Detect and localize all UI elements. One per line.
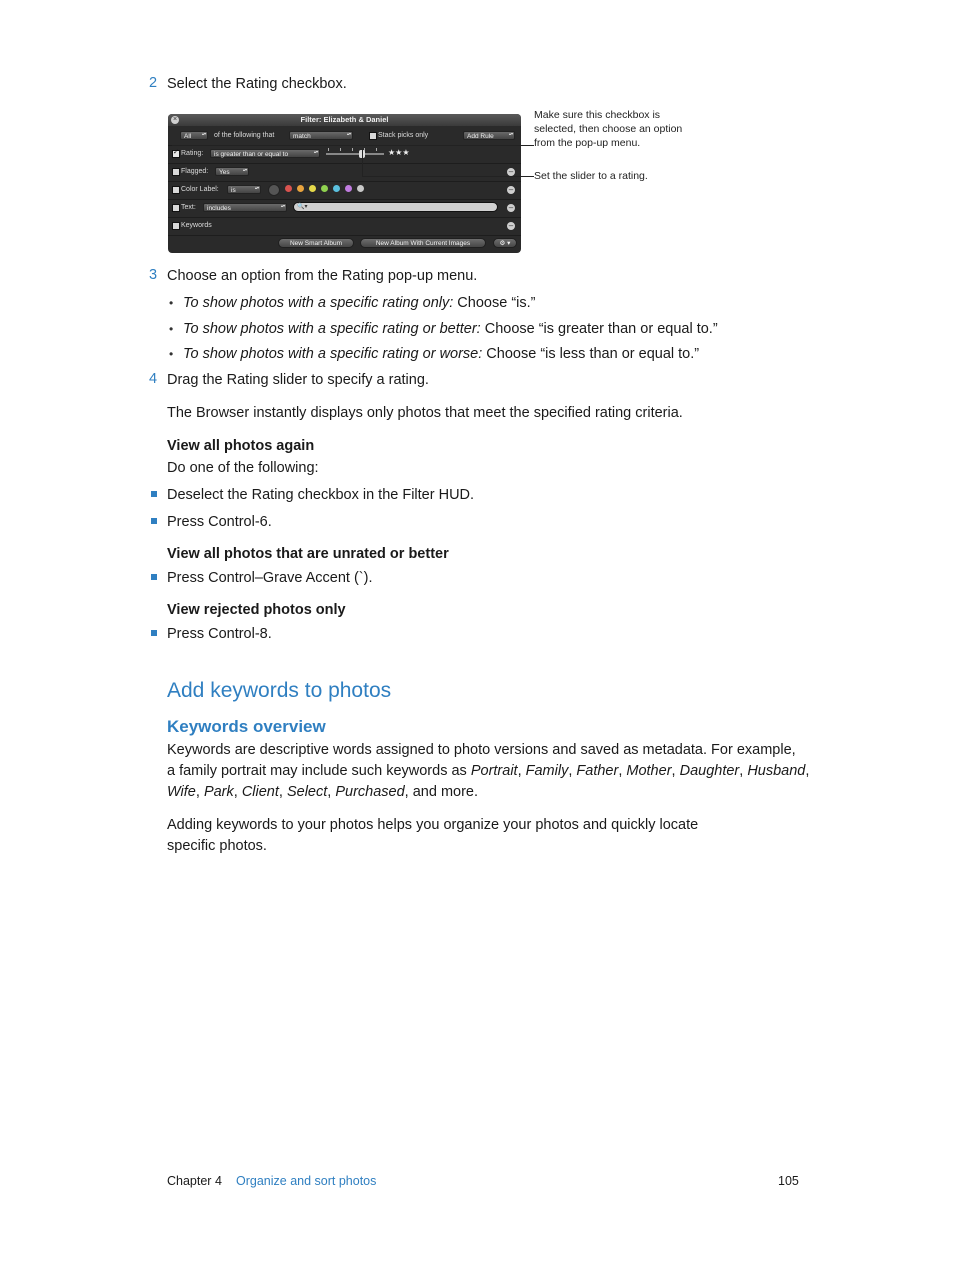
square-bullet bbox=[151, 630, 157, 636]
square-bullet bbox=[151, 574, 157, 580]
keywords-para-2-line-2: specific photos. bbox=[167, 838, 267, 854]
hud-rating-row bbox=[168, 145, 521, 164]
step-3-text: Choose an option from the Rating pop-up menu. bbox=[167, 268, 478, 284]
page-number: 105 bbox=[778, 1174, 799, 1188]
remove-rule-icon[interactable]: – bbox=[508, 167, 514, 176]
rating-option-only: To show photos with a specific rating only: Choose “is.” bbox=[183, 295, 536, 311]
hud-titlebar: Filter: Elizabeth & Daniel bbox=[168, 114, 521, 126]
rating-slider-track[interactable] bbox=[326, 153, 384, 155]
keywords-para-1-line-3: Wife, Park, Client, Select, Purchased, and more. bbox=[167, 784, 479, 800]
view-rejected-item-1: Press Control-8. bbox=[167, 626, 272, 642]
color-label-label: Color Label: bbox=[181, 186, 219, 193]
color-red-swatch[interactable] bbox=[285, 185, 292, 192]
slider-tick bbox=[328, 148, 329, 151]
keywords-para-2-line-1: Adding keywords to your photos helps you organize your photos and quickly locate bbox=[167, 817, 699, 833]
browser-note: The Browser instantly displays only photos that meet the specified rating criteria. bbox=[167, 405, 683, 421]
bullet: • bbox=[169, 296, 174, 310]
rating-stars: ★★★ bbox=[388, 148, 410, 157]
subsection-title: Keywords overview bbox=[167, 717, 326, 736]
slider-leader-vertical bbox=[362, 149, 363, 177]
close-icon[interactable]: × bbox=[172, 116, 178, 123]
square-bullet bbox=[151, 518, 157, 524]
color-none-swatch[interactable] bbox=[268, 184, 280, 196]
hud-keywords-row bbox=[168, 217, 521, 236]
stack-picks-checkbox[interactable] bbox=[369, 132, 377, 140]
remove-rule-icon[interactable]: – bbox=[508, 221, 514, 230]
step-2-text: Select the Rating checkbox. bbox=[167, 76, 347, 92]
color-orange-swatch[interactable] bbox=[297, 185, 304, 192]
flagged-label: Flagged: bbox=[181, 168, 209, 175]
footer-chapter-link[interactable]: Organize and sort photos bbox=[236, 1174, 377, 1188]
view-rejected-heading: View rejected photos only bbox=[167, 602, 346, 618]
bullet: • bbox=[169, 347, 174, 361]
step-4-text: Drag the Rating slider to specify a rating. bbox=[167, 372, 429, 388]
rating-option-better: To show photos with a specific rating or better: Choose “is greater than or equal to.” bbox=[183, 321, 718, 337]
slider-tick bbox=[376, 148, 377, 151]
search-icon: 🔍▾ bbox=[297, 204, 308, 210]
slider-tick bbox=[340, 148, 341, 151]
stack-picks-label: Stack picks only bbox=[378, 132, 429, 139]
step-number-4: 4 bbox=[149, 371, 158, 387]
bullet: • bbox=[169, 322, 174, 336]
rating-operator-popup[interactable]: is greater than or equal to ▴▾ bbox=[210, 149, 320, 158]
color-green-swatch[interactable] bbox=[321, 185, 328, 192]
new-smart-album-button[interactable]: New Smart Album bbox=[278, 238, 354, 248]
text-checkbox[interactable] bbox=[172, 204, 180, 212]
hud-flagged-row bbox=[168, 163, 521, 182]
all-popup[interactable]: All ▴▾ bbox=[180, 131, 208, 140]
hud-text-row bbox=[168, 199, 521, 218]
view-all-item-2: Press Control-6. bbox=[167, 514, 272, 530]
hud-color-label-row bbox=[168, 181, 521, 200]
filter-hud bbox=[168, 114, 521, 253]
section-title: Add keywords to photos bbox=[167, 679, 392, 702]
hud-match-row bbox=[168, 127, 521, 146]
gear-icon[interactable]: ⚙ ▾ bbox=[493, 238, 517, 248]
slider-tick bbox=[352, 148, 353, 151]
add-rule-popup[interactable]: Add Rule ▴▾ bbox=[463, 131, 515, 140]
rating-label: Rating: bbox=[181, 150, 204, 157]
color-gray-swatch[interactable] bbox=[357, 185, 364, 192]
text-search-field[interactable] bbox=[293, 202, 498, 212]
view-all-heading: View all photos again bbox=[167, 438, 315, 454]
keywords-para-1-line-1: Keywords are descriptive words assigned to photo versions and saved as metadata. For example, bbox=[167, 742, 796, 758]
match-popup[interactable]: match ▴▾ bbox=[289, 131, 353, 140]
square-bullet bbox=[151, 491, 157, 497]
checkbox-callout: Make sure this checkbox is selected, then choose an option from the pop-up menu. bbox=[534, 109, 683, 149]
view-unrated-item-1: Press Control–Grave Accent (`). bbox=[167, 570, 373, 586]
view-all-item-1: Deselect the Rating checkbox in the Filter HUD. bbox=[167, 487, 475, 503]
rating-checkbox[interactable]: ✓ bbox=[173, 149, 179, 156]
remove-rule-icon[interactable]: – bbox=[508, 203, 514, 212]
color-blue-swatch[interactable] bbox=[333, 185, 340, 192]
flagged-checkbox[interactable] bbox=[172, 168, 180, 176]
remove-rule-icon[interactable]: – bbox=[508, 185, 514, 194]
step-number-3: 3 bbox=[149, 267, 158, 283]
text-operator-popup[interactable]: includes ▴▾ bbox=[203, 203, 287, 212]
text-label: Text: bbox=[181, 204, 196, 211]
of-following-label: of the following that bbox=[214, 132, 275, 139]
view-unrated-heading: View all photos that are unrated or better bbox=[167, 546, 449, 562]
keywords-para-1-line-2: a family portrait may include such keywords as Portrait, Family, Father, Mother, Daughter, Husband, bbox=[167, 763, 810, 779]
color-label-popup[interactable]: is ▴▾ bbox=[227, 185, 261, 194]
new-album-current-images-button[interactable]: New Album With Current Images bbox=[360, 238, 486, 248]
flagged-popup[interactable]: Yes ▴▾ bbox=[215, 167, 249, 176]
keywords-checkbox[interactable] bbox=[172, 222, 180, 230]
rating-option-worse: To show photos with a specific rating or worse: Choose “is less than or equal to.” bbox=[183, 346, 700, 362]
slider-callout: Set the slider to a rating. bbox=[534, 170, 648, 182]
step-number-2: 2 bbox=[149, 75, 158, 91]
checkbox-leader-line bbox=[172, 145, 534, 146]
slider-leader-line bbox=[362, 176, 534, 177]
view-all-intro: Do one of the following: bbox=[167, 460, 319, 476]
color-purple-swatch[interactable] bbox=[345, 185, 352, 192]
color-label-checkbox[interactable] bbox=[172, 186, 180, 194]
footer-chapter: Chapter 4 bbox=[167, 1174, 222, 1188]
color-yellow-swatch[interactable] bbox=[309, 185, 316, 192]
keywords-label: Keywords bbox=[181, 222, 212, 229]
